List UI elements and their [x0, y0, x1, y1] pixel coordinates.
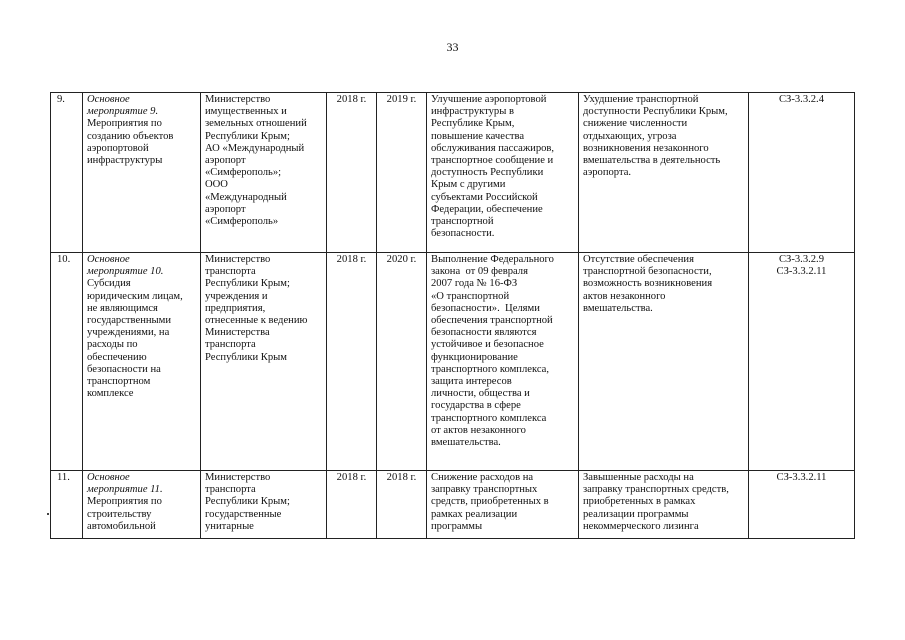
expected-result-line: Федерации, обеспечение: [431, 203, 543, 215]
expected-result-line: инфраструктуры в: [431, 106, 514, 118]
consequence-cell: [579, 93, 749, 253]
responsible-cell: [201, 471, 327, 539]
expected-result-line: «О транспортной: [431, 290, 510, 302]
responsible-line: АО «Международный: [205, 142, 305, 154]
start-year: 2018 г.: [336, 254, 367, 265]
row-number-cell: [51, 93, 83, 253]
expected-result-cell: [427, 253, 579, 471]
consequence-cell: [579, 253, 749, 471]
table-row: [51, 93, 855, 253]
expected-result-cell: [427, 471, 579, 539]
consequence-line: Отсутствие обеспечения: [583, 254, 694, 265]
consequence-line: возможность возникновения: [583, 278, 713, 290]
responsible-line: земельных отношений: [205, 118, 307, 130]
indicator-code: СЗ-3.3.2.11: [776, 266, 827, 278]
expected-result-line: Крым с другими: [431, 179, 506, 191]
activity-name-line: строительству: [87, 508, 152, 520]
expected-result-line: вмешательства.: [431, 437, 501, 449]
activity-name-cell: [83, 471, 201, 539]
activity-title-line: мероприятие 9.: [87, 106, 159, 118]
activity-name-line: государственными: [87, 315, 172, 327]
responsible-line: Республики Крым;: [205, 278, 290, 290]
activity-name-line: безопасности на: [87, 363, 161, 375]
activity-name-line: юридическим лицам,: [87, 290, 183, 302]
end-year: 2018 г.: [386, 472, 417, 483]
responsible-line: отнесенные к ведению: [205, 315, 308, 327]
consequence-line: приобретенных в рамках: [583, 496, 696, 508]
responsible-line: учреждения и: [205, 290, 268, 302]
responsible-line: «Международный: [205, 191, 287, 203]
activity-name-line: Мероприятия по: [87, 118, 162, 130]
activity-name-line: Субсидия: [87, 278, 131, 290]
activity-name-line: расходы по: [87, 339, 138, 351]
responsible-line: «Симферополь»;: [205, 167, 282, 179]
expected-result-line: транспортного комплекса: [431, 412, 547, 424]
row-number-cell: [51, 471, 83, 539]
expected-result-line: от актов незаконного: [431, 424, 526, 436]
consequence-line: Ухудшение транспортной: [583, 94, 699, 105]
scan-speck: [47, 513, 49, 515]
activity-title-line: Основное: [87, 94, 130, 105]
consequence-line: реализации программы: [583, 508, 689, 520]
activity-title-line: Основное: [87, 472, 130, 483]
expected-result-line: устойчивое и безопасное: [431, 339, 544, 351]
indicator-cell: [749, 253, 855, 471]
activity-name-line: автомобильной: [87, 520, 156, 532]
expected-result-line: средств, приобретенных в: [431, 496, 549, 508]
expected-result-cell: [427, 93, 579, 253]
responsible-line: унитарные: [205, 520, 254, 532]
activity-name-line: созданию объектов: [87, 130, 174, 142]
activity-name-line: комплексе: [87, 388, 134, 400]
expected-result-line: повышение качества: [431, 130, 525, 142]
expected-result-line: личности, общества и: [431, 388, 530, 400]
consequence-line: Завышенные расходы на: [583, 472, 694, 483]
activity-name-line: транспортном: [87, 376, 151, 388]
end-year-cell: [377, 471, 427, 539]
expected-result-line: Выполнение Федерального: [431, 254, 554, 265]
end-year-cell: [377, 93, 427, 253]
responsible-line: Министерство: [205, 472, 271, 483]
expected-result-line: защита интересов: [431, 376, 512, 388]
expected-result-line: транспортной: [431, 216, 494, 228]
responsible-line: транспорта: [205, 339, 256, 351]
table-row: [51, 471, 855, 539]
expected-result-line: программы: [431, 520, 483, 532]
consequence-line: заправку транспортных средств,: [583, 484, 729, 496]
consequence-line: вмешательства.: [583, 302, 653, 314]
program-activities-table: [50, 92, 855, 539]
responsible-line: Республики Крым: [205, 351, 287, 363]
expected-result-line: Республике Крым,: [431, 118, 515, 130]
expected-result-line: Снижение расходов на: [431, 472, 534, 483]
consequence-line: вмешательства в деятельность: [583, 155, 721, 167]
expected-result-line: транспортное сообщение и: [431, 155, 554, 167]
responsible-line: Министерство: [205, 94, 271, 105]
consequence-line: некоммерческого лизинга: [583, 520, 699, 532]
responsible-line: имущественных и: [205, 106, 287, 118]
indicator-code: СЗ-3.3.2.4: [778, 94, 825, 105]
page-number: 33: [446, 40, 459, 54]
activity-title-line: Основное: [87, 254, 130, 265]
row-number: 10.: [57, 254, 71, 265]
expected-result-line: функционирование: [431, 351, 518, 363]
expected-result-line: транспортного комплекса,: [431, 363, 550, 375]
indicator-cell: [749, 93, 855, 253]
start-year: 2018 г.: [336, 94, 367, 105]
activity-name-line: аэропортовой: [87, 142, 149, 154]
responsible-cell: [201, 93, 327, 253]
responsible-line: транспорта: [205, 266, 256, 278]
end-year: 2020 г.: [386, 254, 417, 265]
responsible-cell: [201, 253, 327, 471]
expected-result-line: рамках реализации: [431, 508, 518, 520]
end-year: 2019 г.: [386, 94, 417, 105]
indicator-code: СЗ-3.3.2.9: [778, 254, 825, 265]
activity-name-line: инфраструктуры: [87, 155, 163, 167]
row-number: 11.: [57, 472, 70, 483]
row-number: 9.: [57, 94, 65, 105]
consequence-line: снижение численности: [583, 118, 688, 130]
activity-name-cell: [83, 253, 201, 471]
consequence-cell: [579, 471, 749, 539]
expected-result-line: безопасности.: [431, 228, 495, 240]
start-year-cell: [327, 93, 377, 253]
consequence-line: возникновения незаконного: [583, 142, 709, 154]
start-year: 2018 г.: [336, 472, 367, 483]
consequence-line: доступности Республики Крым,: [583, 106, 728, 118]
consequence-line: актов незаконного: [583, 290, 666, 302]
expected-result-line: субъектами Российской: [431, 191, 538, 203]
activity-name-line: не являющимся: [87, 302, 158, 314]
responsible-line: Республики Крым;: [205, 496, 290, 508]
indicator-cell: [749, 471, 855, 539]
expected-result-line: обслуживания пассажиров,: [431, 142, 555, 154]
start-year-cell: [327, 253, 377, 471]
responsible-line: аэропорт: [205, 155, 246, 167]
responsible-line: Министерство: [205, 254, 271, 265]
activity-title-line: мероприятие 10.: [87, 266, 164, 278]
activity-name-cell: [83, 93, 201, 253]
responsible-line: Республики Крым;: [205, 130, 290, 142]
consequence-line: аэропорта.: [583, 167, 632, 179]
responsible-line: предприятия,: [205, 302, 266, 314]
responsible-line: государственные: [205, 508, 282, 520]
consequence-line: отдыхающих, угроза: [583, 130, 677, 142]
expected-result-line: доступность Республики: [431, 167, 544, 179]
expected-result-line: закона от 09 февраля: [431, 266, 528, 278]
expected-result-line: обеспечения транспортной: [431, 315, 553, 327]
responsible-line: «Симферополь»: [205, 216, 279, 228]
consequence-line: транспортной безопасности,: [583, 266, 712, 278]
start-year-cell: [327, 471, 377, 539]
indicator-code: СЗ-3.3.2.11: [776, 472, 827, 483]
activity-title-line: мероприятие 11.: [87, 484, 163, 496]
expected-result-line: безопасности являются: [431, 327, 537, 339]
row-number-cell: [51, 253, 83, 471]
end-year-cell: [377, 253, 427, 471]
responsible-line: аэропорт: [205, 203, 246, 215]
activity-name-line: Мероприятия по: [87, 496, 162, 508]
expected-result-line: заправку транспортных: [431, 484, 538, 496]
responsible-line: транспорта: [205, 484, 256, 496]
table-row: [51, 253, 855, 471]
expected-result-line: безопасности». Целями: [431, 302, 540, 314]
activity-name-line: обеспечению: [87, 351, 147, 363]
responsible-line: Министерства: [205, 327, 270, 339]
expected-result-line: Улучшение аэропортовой: [431, 94, 547, 105]
responsible-line: ООО: [205, 179, 228, 191]
activity-name-line: учреждениями, на: [87, 327, 170, 339]
expected-result-line: 2007 года № 16-ФЗ: [431, 278, 518, 290]
expected-result-line: государства в сфере: [431, 400, 521, 412]
